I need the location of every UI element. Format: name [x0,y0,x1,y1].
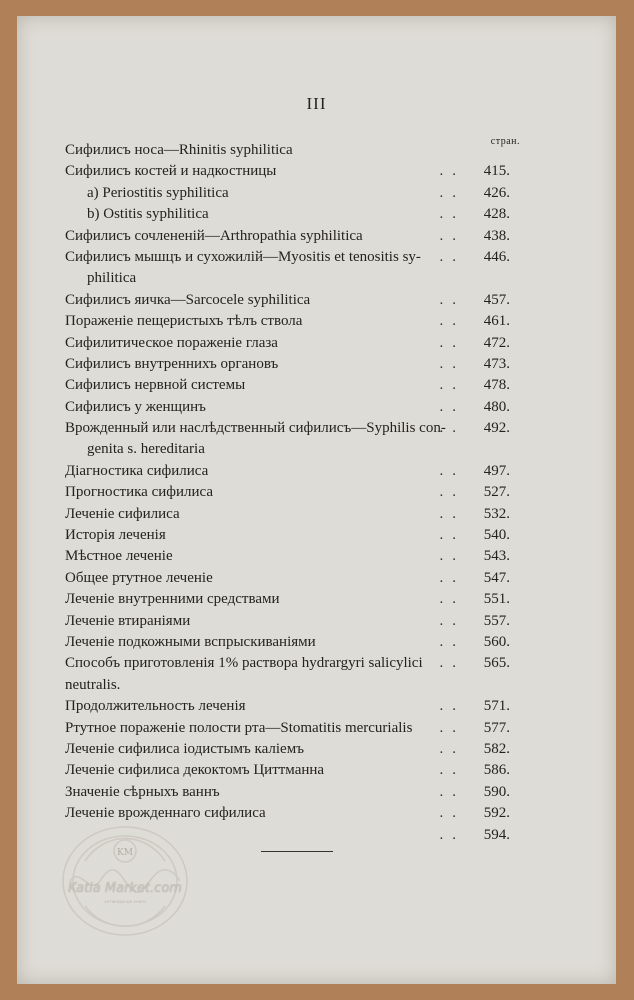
toc-page-number: 457. [483,291,510,308]
toc-page-number: 472. [483,334,510,351]
toc-title: Діагностика сифилиса [65,462,209,479]
toc-title: Сифилитическое пораженіе глаза [65,334,278,351]
toc-leader-dots: .. [439,398,465,415]
toc-page-number: 415. [483,163,510,180]
toc-row [65,482,510,503]
toc-leader-dots: .. [439,633,465,650]
toc-leader-dots: .. [439,569,465,586]
toc-row [65,653,510,674]
toc-page-number: 577. [483,719,510,736]
toc-title: Прогностика сифилиса [65,484,214,501]
toc-leader-dots: .. [439,762,465,779]
toc-page-number: 543. [483,548,510,565]
toc-row [65,525,510,546]
toc-leader-dots: .. [439,740,465,757]
toc-page-number: 560. [483,633,510,650]
toc-leader-dots: .. [439,655,465,672]
toc-title: Сифилисъ у женщинъ [65,398,206,415]
toc-title: Сифилисъ сочлененій—Arthropathia syphilitica [65,227,363,244]
toc-title: philitica [87,270,137,287]
toc-leader-dots: .. [439,591,465,608]
watermark-brand: Katia Market.com [68,881,182,896]
toc-row [65,611,510,632]
toc-page-number: 540. [483,527,510,544]
toc-title: Сифилисъ носа—Rhinitis syphilitica [65,142,293,158]
toc-title: Мѣстное леченіе [65,548,173,565]
toc-row [65,696,510,717]
toc-row [65,461,510,482]
toc-title: Общее ртутное леченіе [65,569,213,586]
toc-leader-dots: .. [439,462,465,479]
toc-row [65,504,510,525]
toc-leader-dots: .. [439,248,465,265]
toc-row [65,183,510,204]
toc-title: Сифилисъ нервной системы [65,377,246,394]
toc-row [65,268,510,289]
toc-leader-dots: .. [439,420,465,437]
toc-title: Сифилисъ костей и надкостницы [65,163,277,180]
svg-text:KM: KM [117,848,133,858]
toc-row [65,675,510,696]
toc-page-number: 492. [483,420,510,437]
toc-title: Леченіе внутренними средствами [65,591,280,608]
book-page [17,16,616,984]
toc-row [65,375,510,396]
toc-page-number: 497. [483,462,510,479]
toc-leader-dots: .. [439,612,465,629]
toc-title: Исторія леченія [65,527,166,544]
toc-title: a) Periostitis syphilitica [87,184,229,201]
toc-page-number: 461. [483,313,510,330]
toc-leader-dots: .. [439,313,465,330]
toc-row [65,247,510,268]
toc-row [65,140,510,161]
toc-page-number: 590. [483,783,510,800]
page-number: III [306,94,327,113]
toc-leader-dots: .. [439,505,465,522]
toc-title: Врожденный или наслѣдственный сифилисъ—Syphilis con- [65,420,446,437]
toc-row [65,632,510,653]
toc-page-number: 551. [483,591,510,608]
toc-row [65,568,510,589]
toc-leader-dots: .. [439,377,465,394]
toc-leader-dots: .. [439,355,465,372]
toc-page-number: 532. [483,505,510,522]
toc-row [65,439,510,460]
toc-page-number: 446. [483,248,510,265]
toc-leader-dots: .. [439,719,465,736]
toc-title: Способъ приготовленія 1% раствора hydrargyri salicylici [65,655,423,672]
toc-title: Сифилисъ внутреннихъ органовъ [65,355,279,372]
toc-leader-dots: .. [439,334,465,351]
toc-row [65,782,510,803]
toc-row [65,226,510,247]
toc-leader-dots: .. [439,527,465,544]
toc-page-number: 586. [483,762,510,779]
toc-title: neutralis. [65,676,121,693]
toc-page-number: 557. [483,612,510,629]
toc-leader-dots: .. [439,783,465,800]
toc-title: Значеніе сѣрныхъ ваннъ [65,783,220,800]
toc-row [65,333,510,354]
toc-leader-dots: .. [439,484,465,501]
toc-row [65,161,510,182]
toc-page-number: 428. [483,206,510,223]
toc-title: Леченіе сифилиса декоктомъ Циттманна [65,762,325,779]
toc-page-number: 478. [483,377,510,394]
toc-row [65,397,510,418]
toc-page-number: 571. [483,698,510,715]
toc-row [65,718,510,739]
toc-page-number: 480. [483,398,510,415]
toc-row [65,311,510,332]
toc-title: Леченіе сифилиса [65,505,180,522]
toc-row [65,354,510,375]
toc-page-number: 565. [483,655,510,672]
toc-leader-dots: .. [439,698,465,715]
toc-leader-dots: .. [439,826,465,843]
toc-row [65,589,510,610]
toc-title: Продолжительность леченія [65,698,246,715]
toc-leader-dots: .. [439,805,465,822]
toc-row [65,760,510,781]
toc-title: genita s. hereditaria [87,441,205,458]
column-header: стран. [490,136,520,147]
toc-title: b) Ostitis syphilitica [87,206,209,223]
toc-page-number: 527. [483,484,510,501]
toc-row [65,546,510,567]
toc-row [65,739,510,760]
end-rule [261,851,333,852]
toc-title: Леченіе врожденнаго сифилиса [65,805,266,822]
toc-title: Леченіе сифилиса іодистымъ каліемъ [65,740,304,757]
toc-title: Пораженіе пещеристыхъ тѣлъ ствола [65,313,303,330]
toc-page-number: 594. [483,826,510,843]
toc-leader-dots: .. [439,548,465,565]
toc-row [65,204,510,225]
toc-row [65,290,510,311]
toc-title: Ртутное пораженіе полости рта—Stomatitis mercurialis [65,719,413,736]
watermark-logo [55,821,195,941]
table-of-contents [65,140,510,846]
toc-leader-dots: .. [439,291,465,308]
toc-leader-dots: .. [439,206,465,223]
toc-page-number: 426. [483,184,510,201]
toc-page-number: 438. [483,227,510,244]
toc-page-number: 582. [483,740,510,757]
toc-row [65,418,510,439]
toc-leader-dots: .. [439,163,465,180]
toc-title: Леченіе подкожными вспрыскиваніями [65,633,316,650]
toc-title: Леченіе втираніями [65,612,191,629]
toc-page-number: 547. [483,569,510,586]
toc-leader-dots: .. [439,184,465,201]
toc-title: Сифилисъ яичка—Sarcocele syphilitica [65,291,311,308]
toc-title: Сифилисъ мышцъ и сухожилій—Myositis et tenositis sy- [65,248,421,265]
toc-page-number: 473. [483,355,510,372]
toc-leader-dots: .. [439,227,465,244]
toc-page-number: 592. [483,805,510,822]
watermark-tagline: антикварные книги [104,899,146,904]
